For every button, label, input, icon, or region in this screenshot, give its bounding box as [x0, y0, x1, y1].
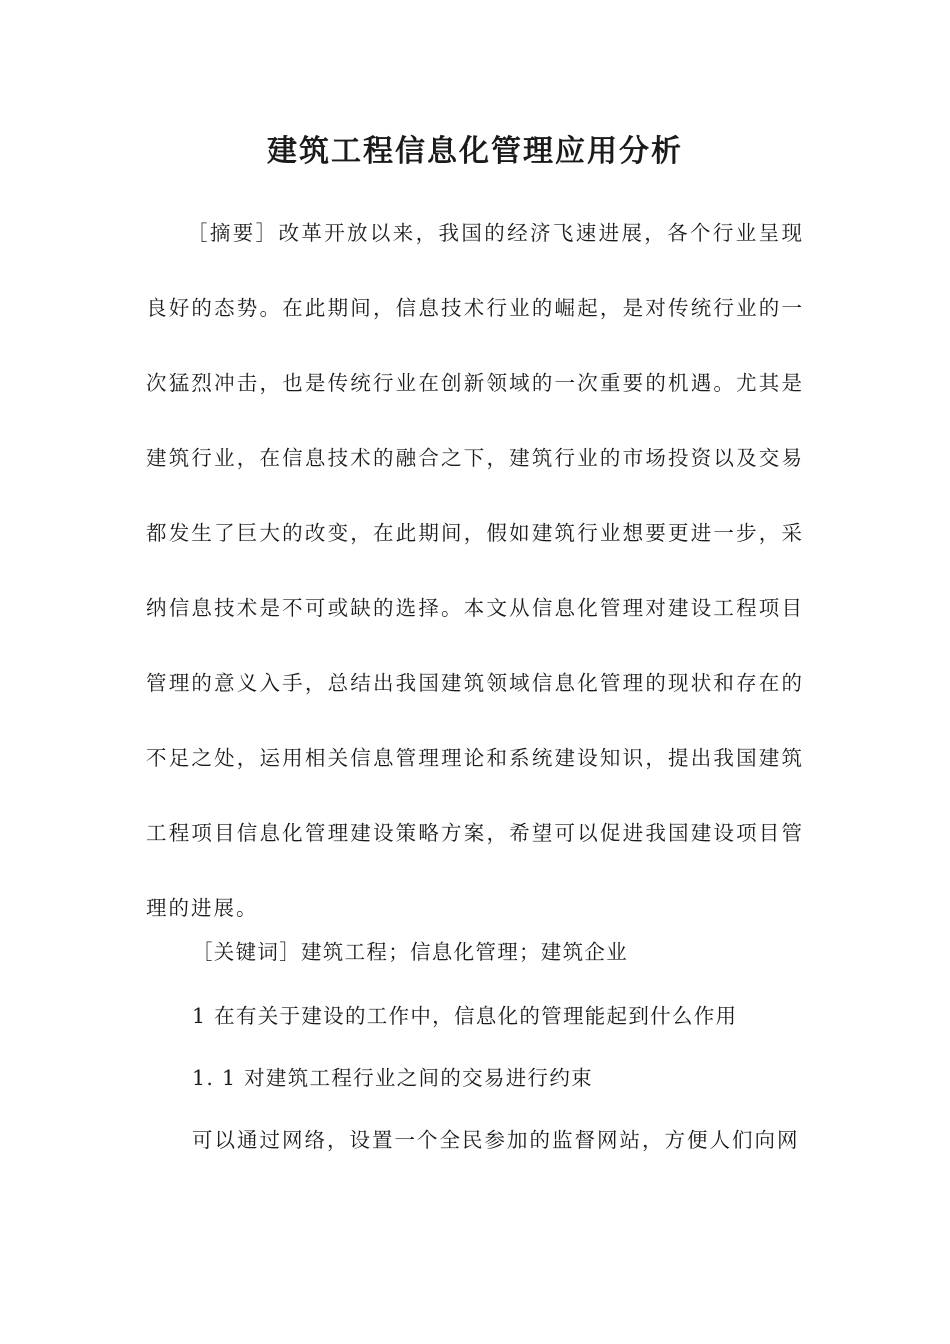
section-heading: 1 在有关于建设的工作中，信息化的管理能起到什么作用: [192, 1004, 738, 1028]
keywords-line: ［关键词］建筑工程；信息化管理；建筑企业: [192, 940, 628, 964]
abstract-paragraph: ［摘要］改革开放以来，我国的经济飞速进展，各个行业呈现良好的态势。在此期间，信息技术行业的崛起，是对传统行业的一次猛烈冲击，也是传统行业在创新领域的一次重要的机遇。尤其是建筑行业，在信息技术的融合之下，建筑行业的市场投资以及交易都发生了巨大的改变，在此期间，假如建筑行业想要更进一步，采纳信息技术是不可或缺的选择。本文从信息化管理对建设工程项目管理的意义入手，总结出我国建筑领域信息化管理的现状和存在的不足之处，运用相关信息管理理论和系统建设知识，提出我国建筑工程项目信息化管理建设策略方案，希望可以促进我国建设项目管理的进展。: [146, 221, 804, 920]
subsection-heading: 1. 1 对建筑工程行业之间的交易进行约束: [192, 1066, 593, 1090]
document-title: 建筑工程信息化管理应用分析: [267, 134, 683, 169]
body-paragraph: 可以通过网络，设置一个全民参加的监督网站，方便人们向网: [192, 1128, 800, 1152]
